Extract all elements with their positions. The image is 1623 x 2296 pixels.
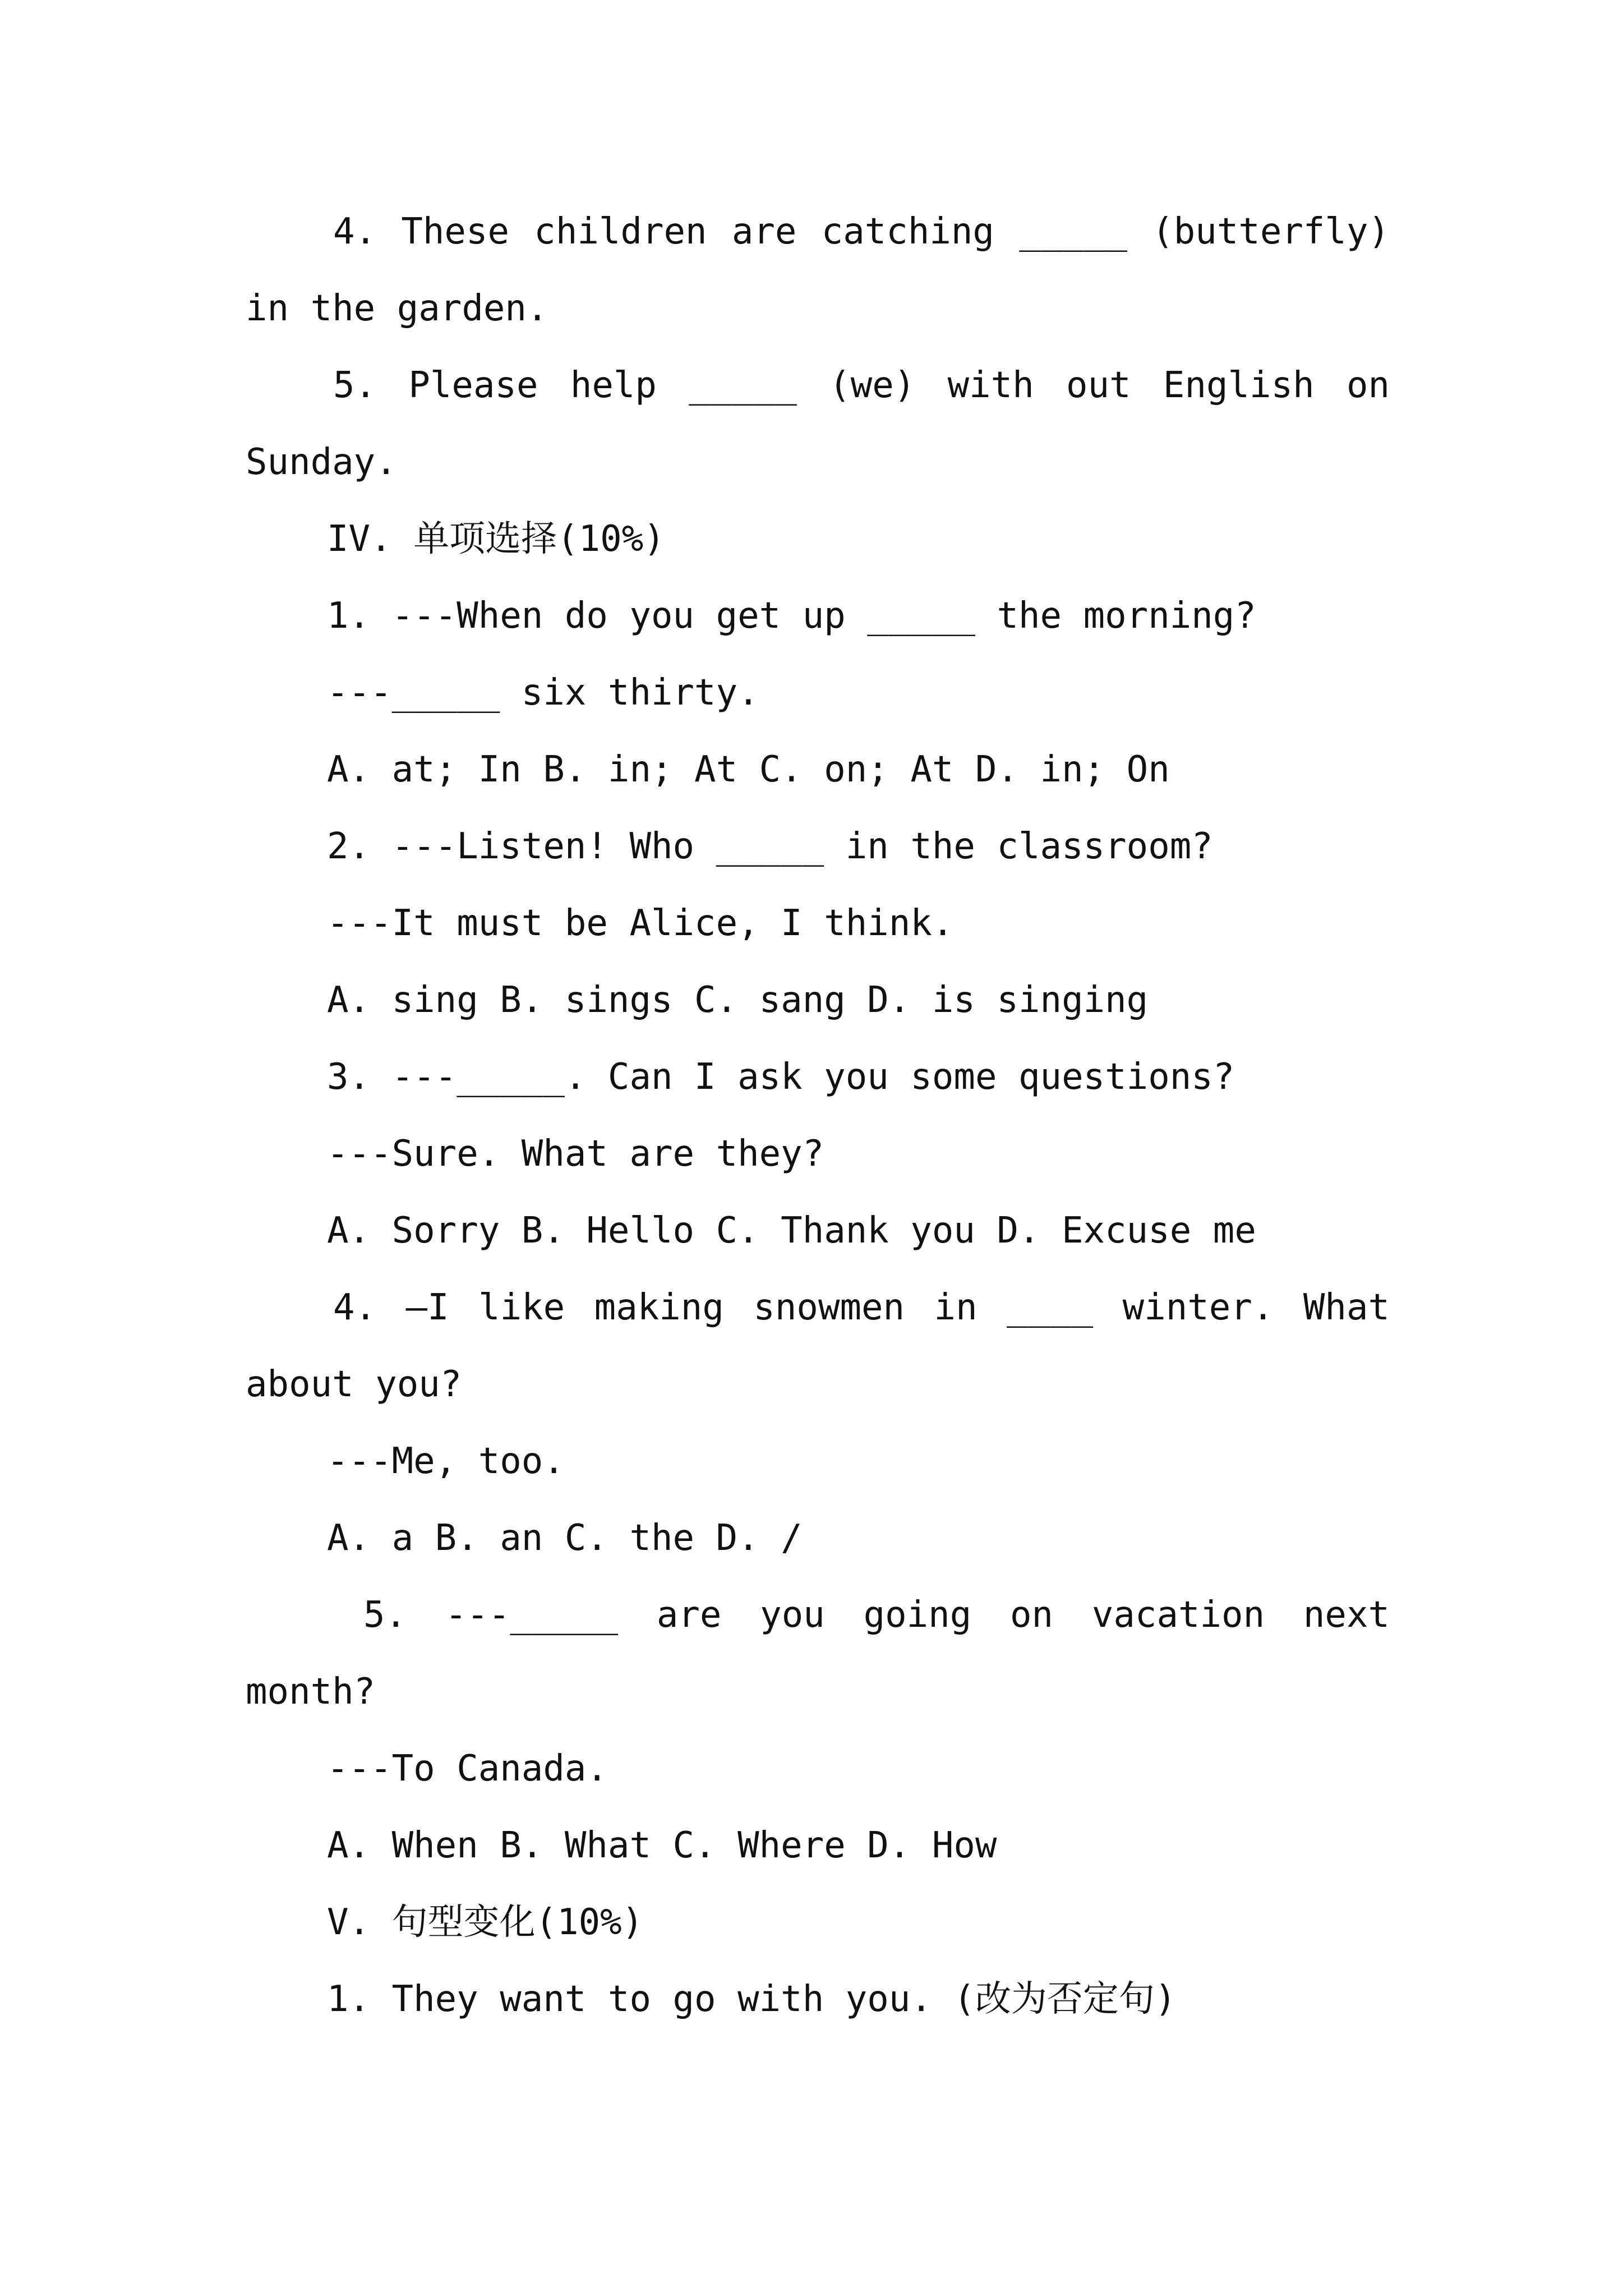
question-5-we-continued: Sunday. — [246, 441, 397, 483]
exercise-text-block — [246, 194, 1390, 2038]
mc-question-3-options: A. Sorry B. Hello C. Thank you D. Excuse me — [327, 1210, 1256, 1251]
mc-question-3-reply: ---Sure. What are they? — [327, 1133, 824, 1175]
mc-question-4-options: A. a B. an C. the D. / — [327, 1517, 803, 1559]
transform-question-1: 1. They want to go with you. (改为否定句) — [327, 1978, 1177, 2020]
mc-question-1: 1. ---When do you get up _____ the morning? — [327, 595, 1256, 637]
mc-question-3: 3. ---_____. Can I ask you some questions? — [327, 1056, 1235, 1098]
mc-question-5-options: A. When B. What C. Where D. How — [327, 1825, 997, 1866]
mc-question-4-continued: about you? — [246, 1364, 462, 1405]
mc-question-2-reply: ---It must be Alice, I think. — [327, 903, 954, 944]
mc-question-4-reply: ---Me, too. — [327, 1441, 565, 1482]
mc-question-5-reply: ---To Canada. — [327, 1748, 608, 1789]
mc-question-4: 4. –I like making snowmen in ____ winter. What — [333, 1287, 1390, 1328]
mc-question-2-options: A. sing B. sings C. sang D. is singing — [327, 979, 1149, 1021]
question-4-butterfly-continued: in the garden. — [246, 288, 548, 329]
mc-question-5-continued: month? — [246, 1671, 376, 1713]
section-v-heading: V. 句型变化(10%) — [327, 1902, 644, 1943]
mc-question-5: 5. ---_____ are you going on vacation next — [363, 1594, 1390, 1636]
question-5-we: 5. Please help _____ (we) with out English on — [333, 365, 1390, 406]
question-4-butterfly: 4. These children are catching _____ (butterfly) — [333, 211, 1390, 252]
mc-question-1-reply: ---_____ six thirty. — [327, 672, 759, 714]
mc-question-2: 2. ---Listen! Who _____ in the classroom? — [327, 826, 1213, 867]
section-iv-heading: IV. 单项选择(10%) — [327, 518, 665, 560]
mc-question-1-options: A. at; In B. in; At C. on; At D. in; On — [327, 749, 1170, 790]
